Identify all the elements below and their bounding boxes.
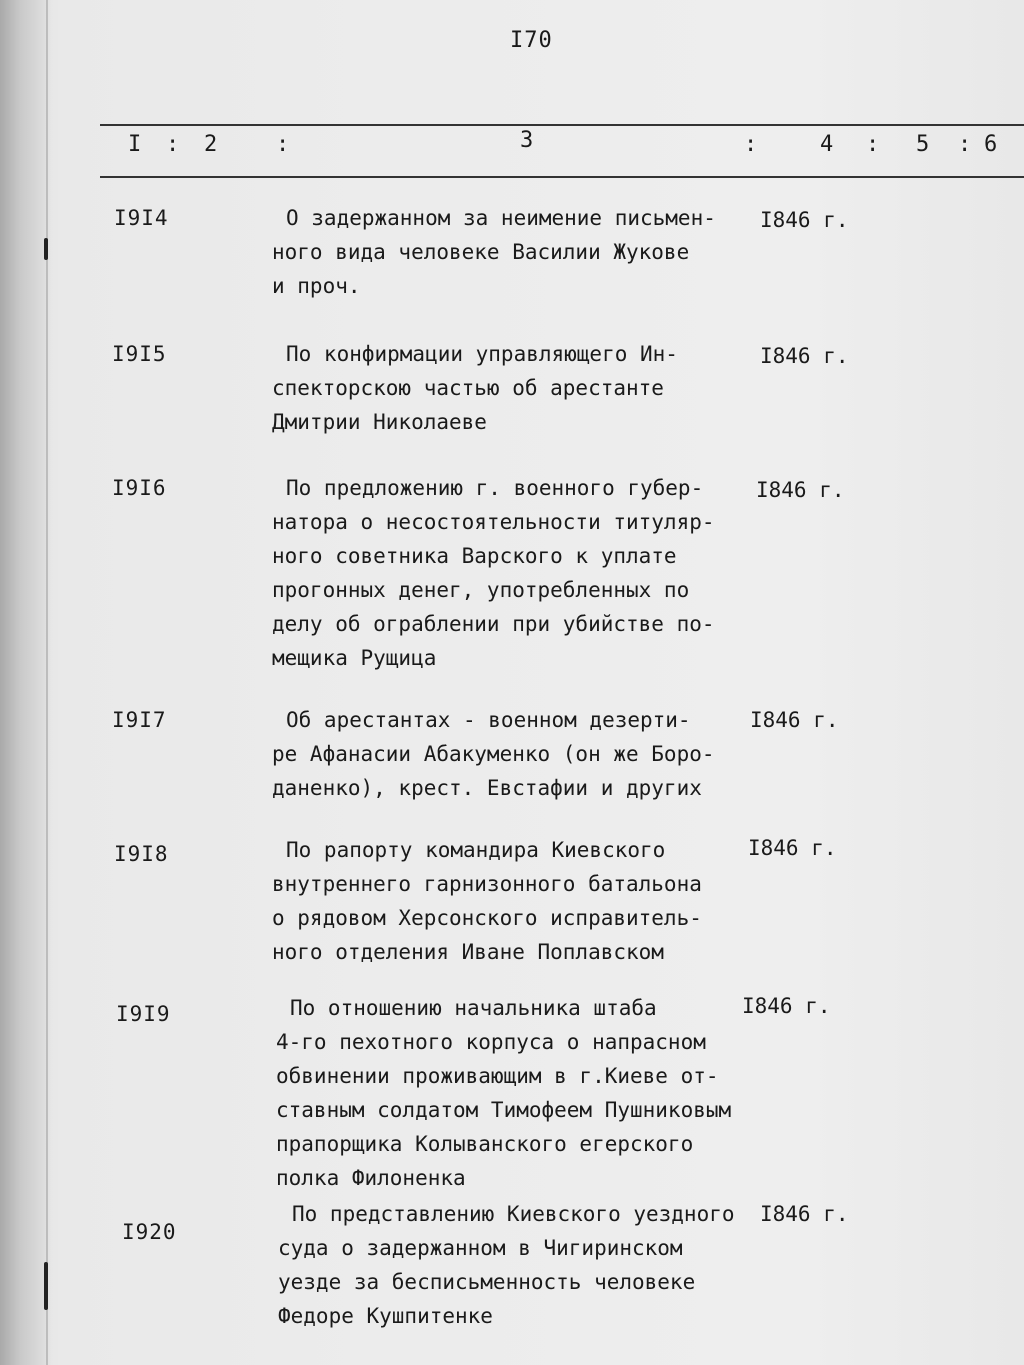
entry-number: I9I8 xyxy=(114,842,169,866)
page-binding-shadow xyxy=(0,0,52,1365)
column-header-5: 5 xyxy=(916,132,930,157)
entry-year: I846 г. xyxy=(748,836,837,860)
entry-year: I846 г. xyxy=(742,994,831,1018)
entry-number: I9I9 xyxy=(116,1002,171,1026)
entry-year: I846 г. xyxy=(760,208,849,232)
entry-line: прапорщика Колыванского егерского xyxy=(276,1132,694,1156)
page-number: I70 xyxy=(510,28,553,53)
entry-line: ного отделения Иване Поплавском xyxy=(272,940,664,964)
page-binding-edge xyxy=(46,0,48,1365)
entry-line: 4-го пехотного корпуса о напрасном xyxy=(276,1030,706,1054)
column-header-1: I xyxy=(128,132,142,157)
entry-line: мещика Рущица xyxy=(272,646,437,670)
entry-line: ного вида человеке Василии Жукове xyxy=(272,240,690,264)
entry-line: уезде за бесписьменность человеке xyxy=(278,1270,696,1294)
entry-line: даненко), крест. Евстафии и других xyxy=(272,776,702,800)
entry-line: обвинении проживающим в г.Киеве от- xyxy=(276,1064,719,1088)
entry-line: суда о задержанном в Чигиринском xyxy=(278,1236,683,1260)
header-bottom-rule xyxy=(100,176,1024,178)
entry-line: Об арестантах - военном дезерти- xyxy=(286,708,691,732)
column-header-2: 2 xyxy=(204,132,218,157)
entry-year: I846 г. xyxy=(760,344,849,368)
entry-line: делу об ограблении при убийстве по- xyxy=(272,612,715,636)
entry-year: I846 г. xyxy=(756,478,845,502)
column-separator: : xyxy=(744,132,758,157)
entry-line: По представлению Киевского уездного xyxy=(292,1202,735,1226)
entry-line: Федоре Кушпитенке xyxy=(278,1304,493,1328)
entry-line: и проч. xyxy=(272,274,361,298)
column-separator: : xyxy=(166,132,180,157)
binding-mark xyxy=(44,238,48,260)
table-header xyxy=(100,120,1024,182)
entry-line: По конфирмации управляющего Ин- xyxy=(286,342,678,366)
entry-number: I920 xyxy=(122,1220,177,1244)
entry-line: внутреннего гарнизонного батальона xyxy=(272,872,702,896)
entry-line: о рядовом Херсонского исправитель- xyxy=(272,906,702,930)
entry-line: Дмитрии Николаеве xyxy=(272,410,487,434)
entry-line: прогонных денег, употребленных по xyxy=(272,578,690,602)
entry-number: I9I5 xyxy=(112,342,167,366)
entry-line: По отношению начальника штаба xyxy=(290,996,657,1020)
header-top-rule xyxy=(100,124,1024,126)
column-separator: : xyxy=(276,132,290,157)
entry-line: натора о несостоятельности титуляр- xyxy=(272,510,715,534)
entry-year: I846 г. xyxy=(750,708,839,732)
column-separator: : xyxy=(866,132,880,157)
entry-line: О задержанном за неимение письмен- xyxy=(286,206,716,230)
entry-line: ного советника Варского к уплате xyxy=(272,544,677,568)
entry-number: I9I7 xyxy=(112,708,167,732)
entry-line: По предложению г. военного губер- xyxy=(286,476,704,500)
entry-line: ставным солдатом Тимофеем Пушниковым xyxy=(276,1098,732,1122)
binding-mark xyxy=(44,1262,48,1310)
entry-number: I9I6 xyxy=(112,476,167,500)
entry-line: спекторскою частью об арестанте xyxy=(272,376,664,400)
column-header-3: 3 xyxy=(520,128,534,153)
entry-year: I846 г. xyxy=(760,1202,849,1226)
column-separator: : xyxy=(958,132,972,157)
entry-line: По рапорту командира Киевского xyxy=(286,838,666,862)
column-header-4: 4 xyxy=(820,132,834,157)
entry-line: полка Филоненка xyxy=(276,1166,466,1190)
entry-number: I9I4 xyxy=(114,206,169,230)
column-header-6: 6 xyxy=(984,132,998,157)
entry-line: ре Афанасии Абакуменко (он же Боро- xyxy=(272,742,715,766)
